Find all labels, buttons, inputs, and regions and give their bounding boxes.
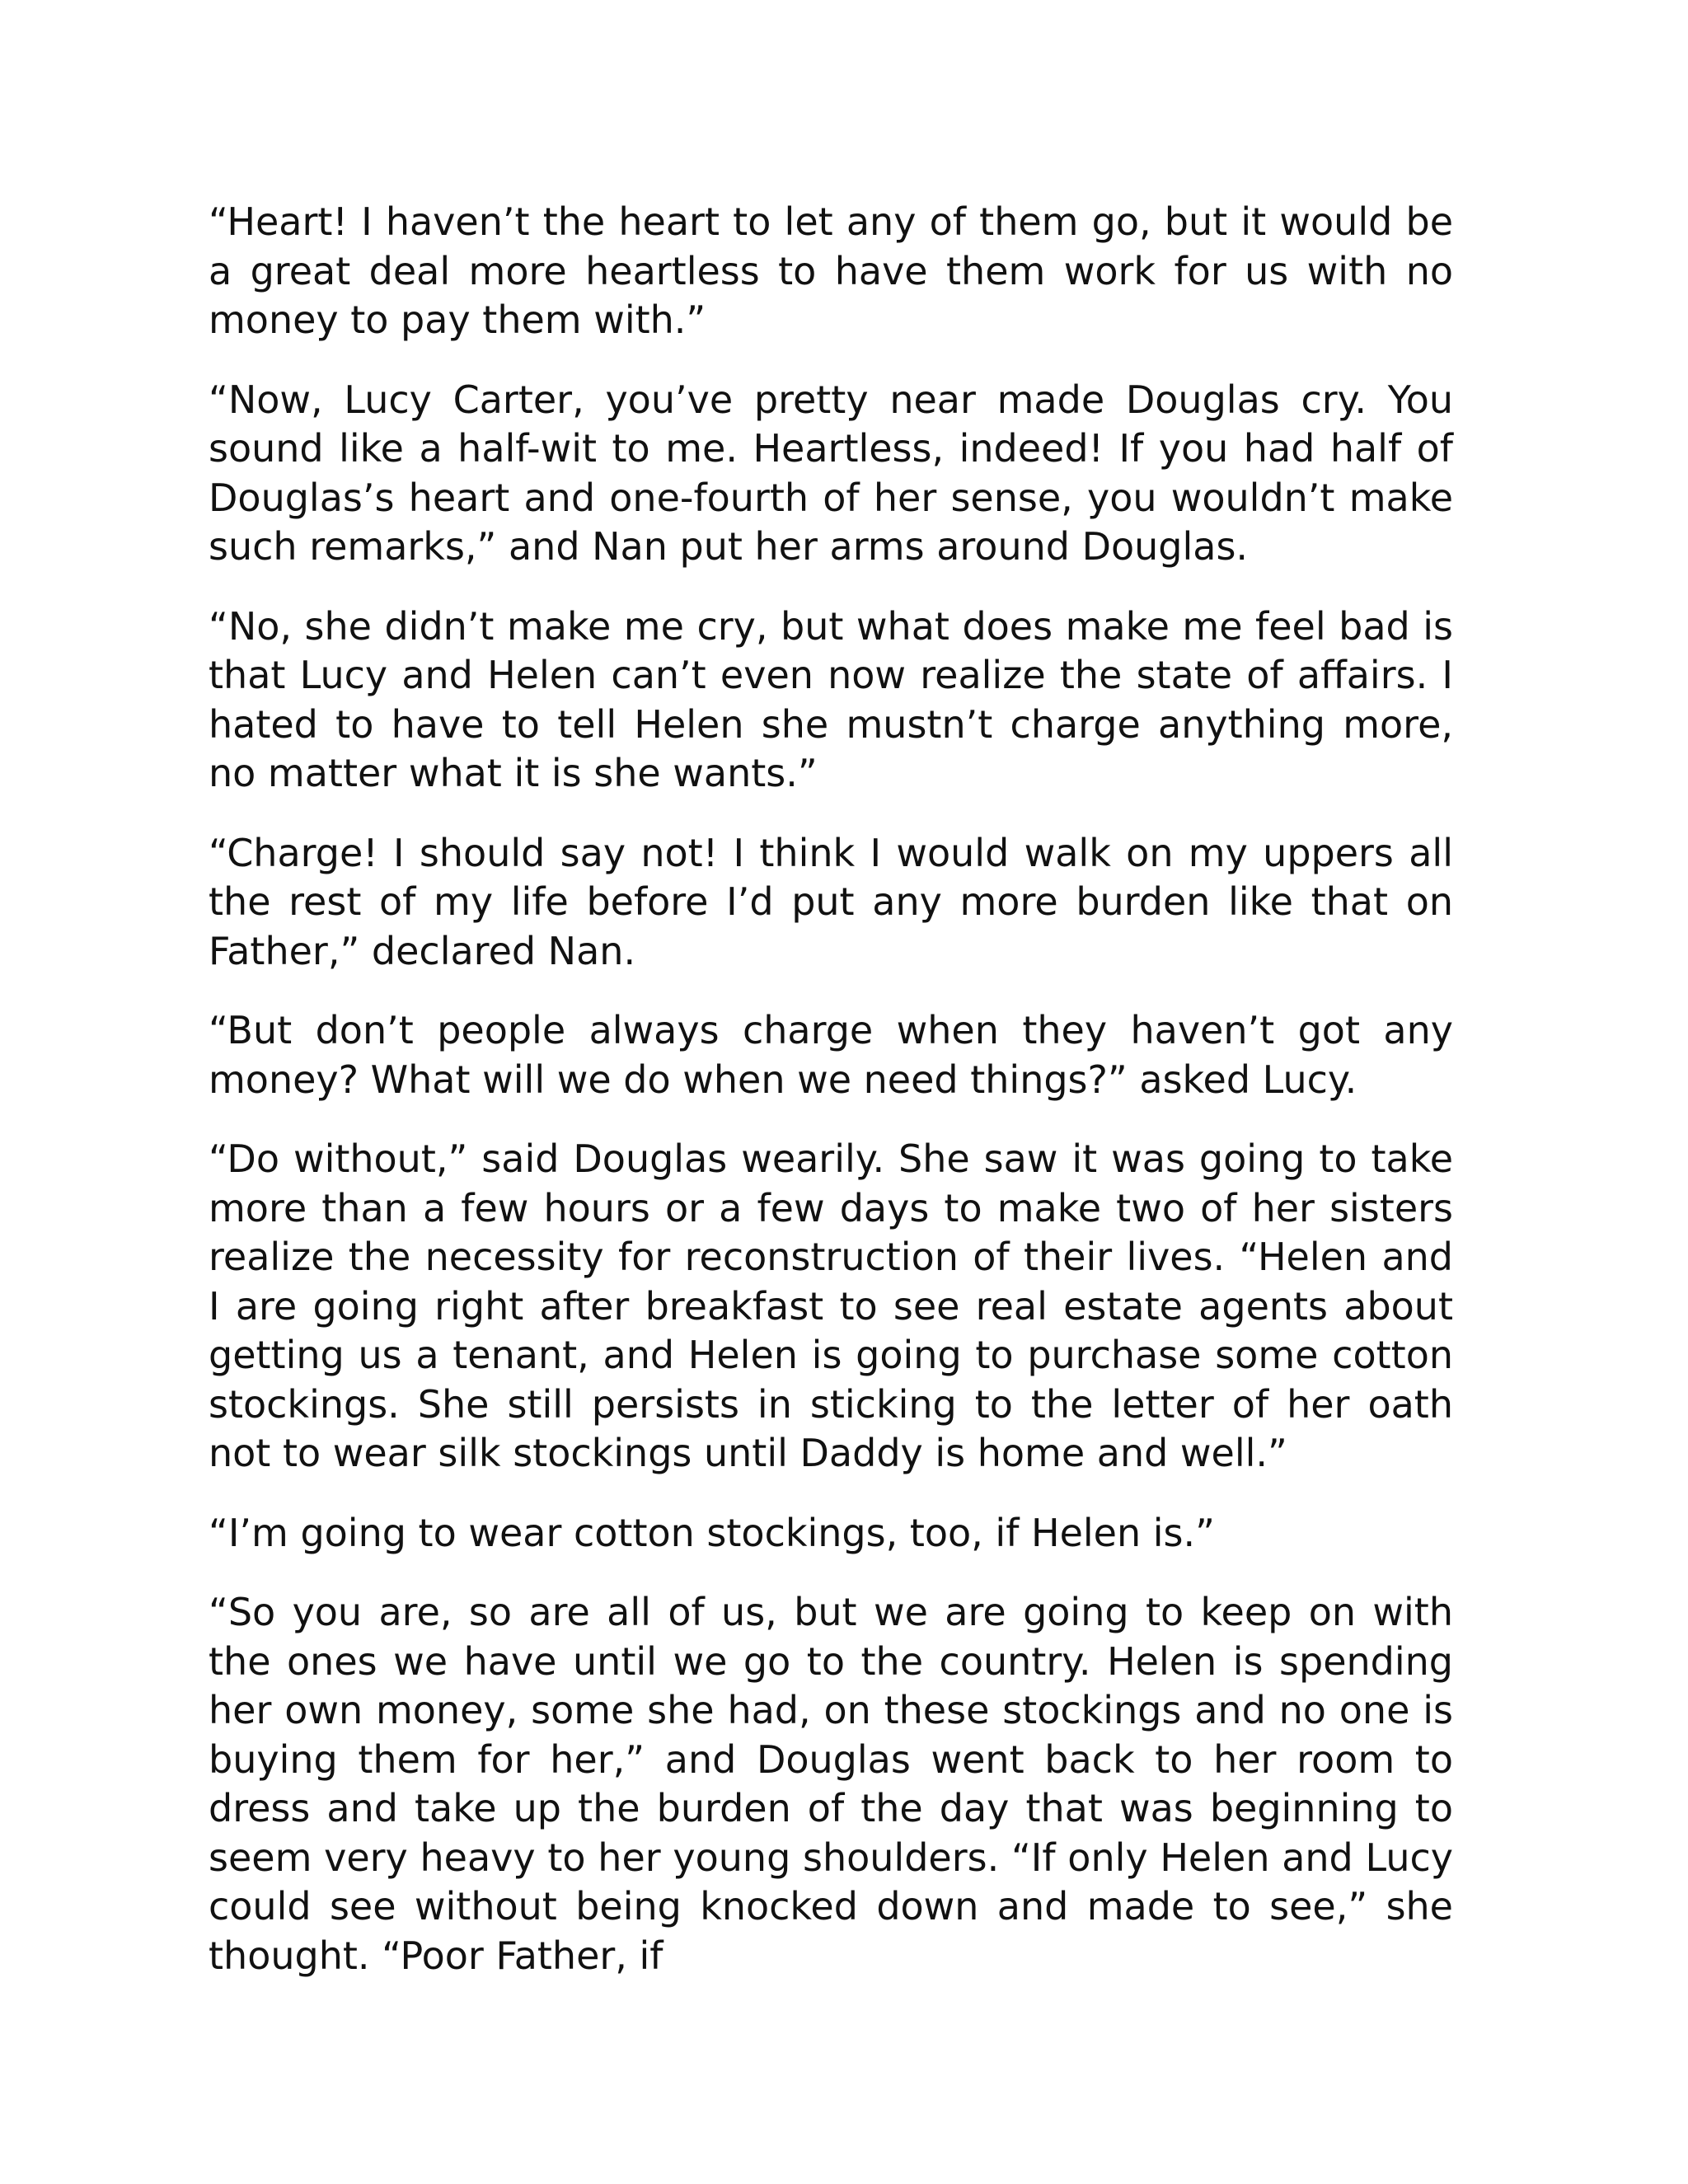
paragraph-4: “Charge! I should say not! I think I would walk on my uppers all the rest of my life before I’d put any more burden like that on Father,” declared Nan.: [209, 830, 1453, 973]
paragraph-3: “No, she didn’t make me cry, but what does make me feel bad is that Lucy and Helen can’t even now realize the state of affairs. I hated to have to tell Helen she mustn’t charge anything more, no matter what it is she wants.”: [209, 603, 1453, 795]
body-text: [209, 198, 1453, 2011]
paragraph-8: “So you are, so are all of us, but we are going to keep on with the ones we have until we go to the country. Helen is spending her own money, some she had, on these stockings and no one is buying them for her,” and Douglas went back to her room to dress and take up the burden of the day that was beginning to seem very heavy to her young shoulders. “If only Helen and Lucy could see without being knocked down and made to see,” she thought. “Poor Father, if: [209, 1590, 1453, 1978]
paragraph-7: “I’m going to wear cotton stockings, too, if Helen is.”: [209, 1510, 1215, 1555]
paragraph-2: “Now, Lucy Carter, you’ve pretty near made Douglas cry. You sound like a half-wit to me. Heartless, indeed! If you had half of Douglas’s heart and one-fourth of her sense, you wouldn’t make such remarks,” and Nan put her arms around Douglas.: [209, 377, 1453, 569]
paragraph-5: “But don’t people always charge when they haven’t got any money? What will we do when we need things?” asked Lucy.: [209, 1008, 1453, 1102]
paragraph-1: “Heart! I haven’t the heart to let any of them go, but it would be a great deal more heartless to have them work for us with no money to pay them with.”: [209, 199, 1453, 342]
paragraph-6: “Do without,” said Douglas wearily. She saw it was going to take more than a few hours or a few days to make two of her sisters realize the necessity for reconstruction of their lives. “Helen and I are going right after breakfast to see real estate agents about getting us a tenant, and Helen is going to purchase some cotton stockings. She still persists in sticking to the letter of her oath not to wear silk stockings until Daddy is home and well.”: [209, 1137, 1453, 1475]
